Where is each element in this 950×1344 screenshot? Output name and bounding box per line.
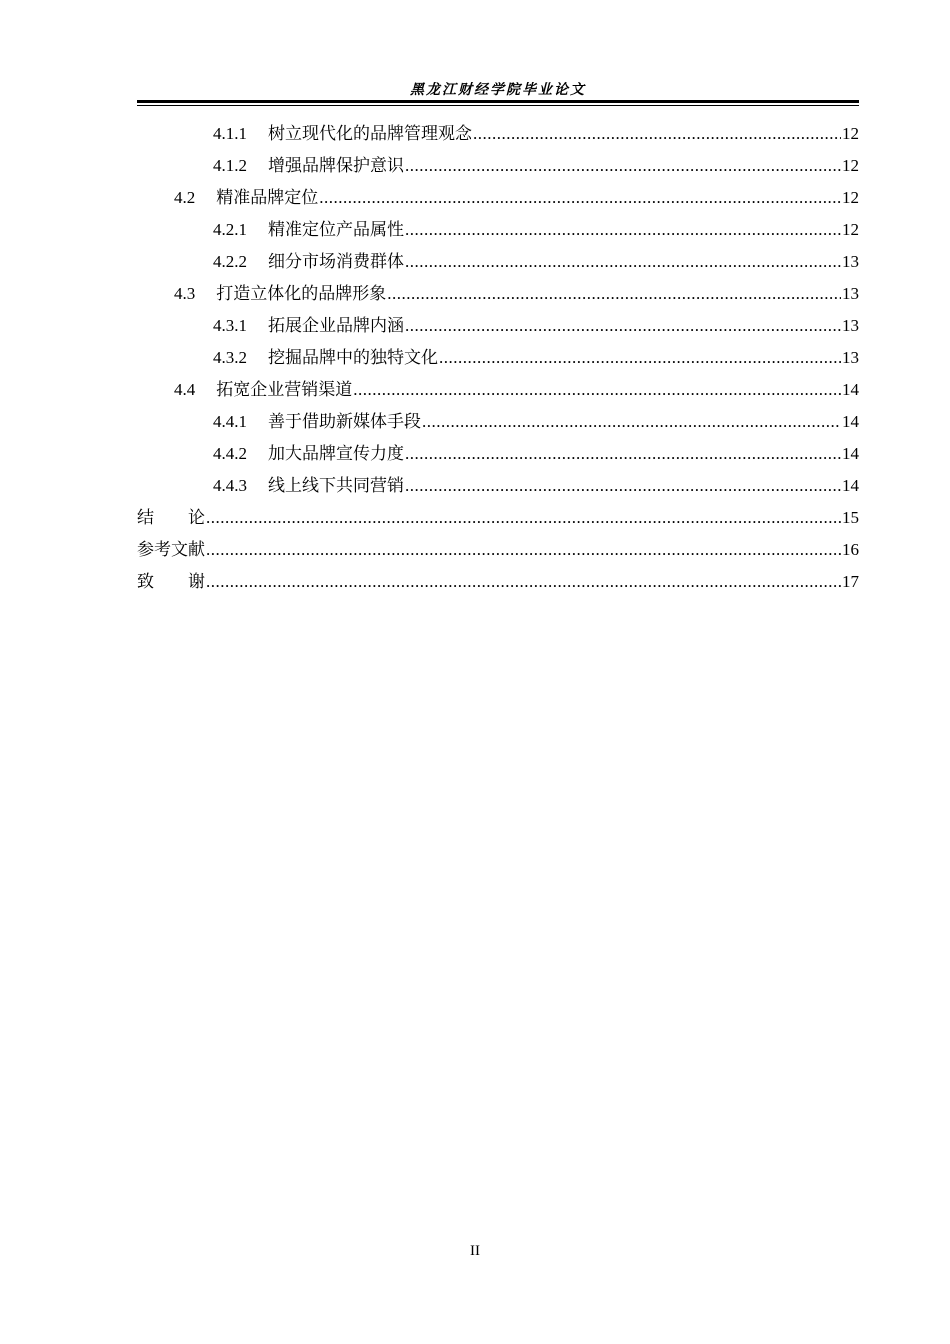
toc-entry-title: 加大品牌宣传力度 xyxy=(268,444,404,463)
toc-entry-title: 精准品牌定位 xyxy=(216,188,319,207)
toc-entry-title: 打造立体化的品牌形象 xyxy=(216,284,387,303)
toc-entry-page: 16 xyxy=(842,540,859,559)
toc-entry[interactable] xyxy=(137,342,859,374)
toc-entry[interactable] xyxy=(137,278,859,310)
toc-dot-leader xyxy=(405,214,841,246)
toc-entry-page: 12 xyxy=(842,188,859,207)
toc-entry-number: 4.4.2 xyxy=(213,444,247,463)
toc-dot-leader xyxy=(353,374,841,406)
toc-entry-page: 17 xyxy=(842,572,859,591)
toc-dot-leader xyxy=(319,182,841,214)
toc-entry-number: 4.2 xyxy=(174,188,196,207)
toc-entry-page: 12 xyxy=(842,124,859,143)
toc-entry[interactable] xyxy=(137,246,859,278)
toc-entry-title: 挖掘品牌中的独特文化 xyxy=(268,348,438,367)
toc-dot-leader xyxy=(405,246,841,278)
toc-entry-page: 13 xyxy=(842,284,859,303)
toc-entry-page: 13 xyxy=(842,316,859,335)
toc-entry[interactable] xyxy=(137,214,859,246)
toc-dot-leader xyxy=(405,438,841,470)
toc-entry-page: 14 xyxy=(842,476,859,495)
toc-entry-title: 细分市场消费群体 xyxy=(268,252,404,271)
toc-entry[interactable] xyxy=(137,310,859,342)
toc-entry[interactable] xyxy=(137,470,859,502)
toc-entry-number: 4.1.1 xyxy=(213,124,247,143)
toc-entry-page: 12 xyxy=(842,156,859,175)
toc-entry[interactable] xyxy=(137,534,859,566)
toc-entry-page: 13 xyxy=(842,252,859,271)
toc-dot-leader xyxy=(405,150,841,182)
toc-entry-page: 13 xyxy=(842,348,859,367)
toc-entry-title: 线上线下共同营销 xyxy=(268,476,404,495)
header-rule-thin xyxy=(137,105,859,106)
toc-entry-title: 树立现代化的品牌管理观念 xyxy=(268,124,472,143)
toc-entry[interactable] xyxy=(137,182,859,214)
toc-entry-number: 4.4.1 xyxy=(213,412,247,431)
toc-entry-number: 4.3 xyxy=(174,284,196,303)
toc-dot-leader xyxy=(206,534,841,566)
toc-entry[interactable] xyxy=(137,566,859,598)
toc-entry-number: 4.2.1 xyxy=(213,220,247,239)
toc-entry[interactable] xyxy=(137,438,859,470)
running-header-title: 黑龙江财经学院毕业论文 xyxy=(410,82,586,98)
toc-entry[interactable] xyxy=(137,150,859,182)
toc-entry-page: 14 xyxy=(842,412,859,431)
toc-entry-number: 4.4 xyxy=(174,380,196,399)
toc-entry-title: 善于借助新媒体手段 xyxy=(268,412,421,431)
toc-entry-number: 4.3.1 xyxy=(213,316,247,335)
toc-entry[interactable] xyxy=(137,118,859,150)
header-rule-thick xyxy=(137,100,859,103)
toc-entry-number: 4.2.2 xyxy=(213,252,247,271)
toc-entry-number: 4.3.2 xyxy=(213,348,247,367)
toc-dot-leader xyxy=(422,406,841,438)
toc-dot-leader xyxy=(206,566,841,598)
toc-entry-page: 14 xyxy=(842,380,859,399)
toc-dot-leader xyxy=(405,310,841,342)
toc-entry-page: 12 xyxy=(842,220,859,239)
toc-entry[interactable] xyxy=(137,502,859,534)
toc-entry[interactable] xyxy=(137,406,859,438)
toc-entry-number: 4.4.3 xyxy=(213,476,247,495)
toc-entry-page: 15 xyxy=(842,508,859,527)
toc-entry-title: 参考文献 xyxy=(137,540,205,559)
toc-entry[interactable] xyxy=(137,374,859,406)
toc-entry-title: 精准定位产品属性 xyxy=(268,220,404,239)
toc-dot-leader xyxy=(439,342,841,374)
toc-dot-leader xyxy=(387,278,841,310)
toc-entry-title: 拓展企业品牌内涵 xyxy=(268,316,404,335)
toc-entry-title: 拓宽企业营销渠道 xyxy=(216,380,353,399)
toc-entry-number: 4.1.2 xyxy=(213,156,247,175)
toc-entry-title: 致 谢 xyxy=(137,572,205,591)
toc-dot-leader xyxy=(405,470,841,502)
toc-entry-page: 14 xyxy=(842,444,859,463)
toc-dot-leader xyxy=(206,502,841,534)
toc-dot-leader xyxy=(473,118,841,150)
page-number: II xyxy=(470,1243,480,1259)
toc-entry-title: 结 论 xyxy=(137,508,205,527)
toc-entry-title: 增强品牌保护意识 xyxy=(268,156,404,175)
